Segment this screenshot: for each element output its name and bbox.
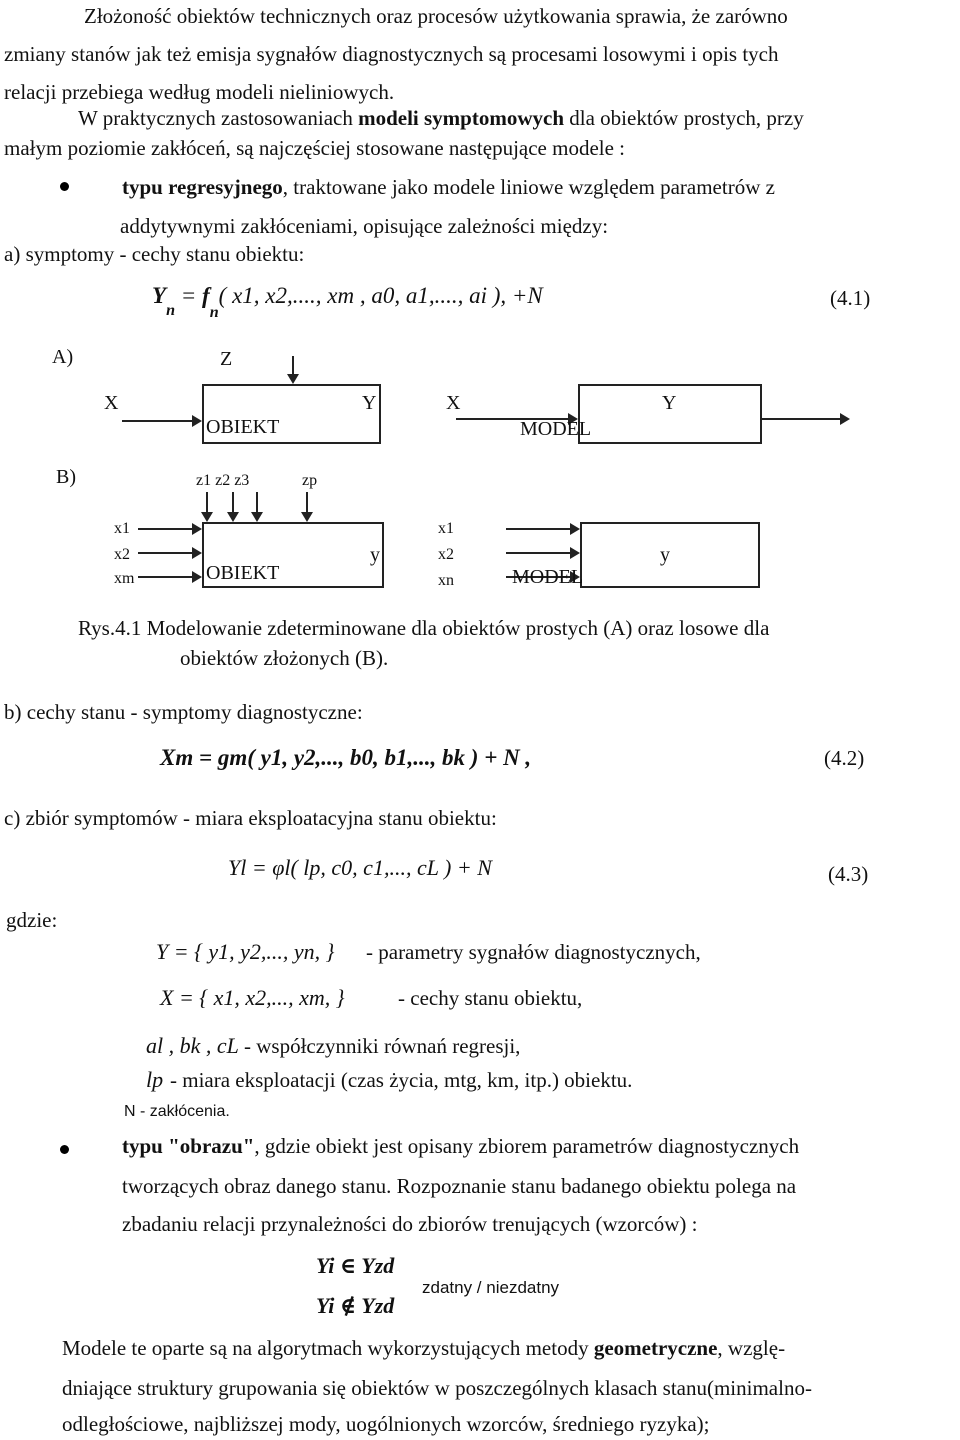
eq3-number: (4.3): [828, 862, 869, 886]
model-box-b: [580, 522, 760, 588]
bullet1-line-1: [122, 175, 775, 199]
object-label-a: OBIEKT: [206, 416, 280, 438]
intro-line-4-pre: W praktycznych zastosowaniach: [78, 106, 359, 130]
def-n-desc: N - zakłócenia.: [124, 1103, 230, 1120]
bullet2-line-3: zbadaniu relacji przynależności do zbiorów trenujących (wzorców) :: [122, 1212, 698, 1236]
intro-line-4: [78, 106, 804, 130]
membership-label: zdatny / niezdatny: [422, 1278, 560, 1297]
model-output-label-y-a: Y: [662, 392, 677, 414]
model-input-label-xn: xn: [438, 572, 454, 589]
intro-line-4-post: dla obiektów prostych, przy: [564, 106, 804, 130]
intro-line-5: małym poziomie zakłóceń, są najczęściej stosowane następujące modele :: [4, 136, 626, 160]
input-arrow-x2: [138, 552, 200, 554]
bullet-point: [60, 182, 69, 191]
intro-line-3: relacji przebiega według modeli nieliniowych.: [4, 80, 395, 104]
diagram-label-b: B): [56, 466, 76, 488]
def-lp-desc: - miara eksploatacji (czas życia, mtg, km, itp.) obiektu.: [170, 1068, 633, 1092]
input-label-xm: xm: [114, 570, 135, 587]
equation-4-1: [152, 283, 543, 321]
input-arrow-a: [122, 420, 200, 422]
model-label-b: MODEL: [512, 566, 584, 588]
bullet1-rest: , traktowane jako modele liniowe względem parametrów z: [282, 175, 775, 199]
membership-notin: Yi ∉ Yzd: [316, 1293, 395, 1318]
intro-line-2: zmiany stanów jak też emisja sygnałów diagnostycznych są procesami losowymi i opis tych: [4, 42, 779, 66]
eq1-number: (4.1): [830, 286, 871, 310]
object-box-b: [202, 522, 384, 588]
bullet1-bold: typu regresyjnego: [122, 175, 283, 199]
bullet-point-2: [60, 1145, 69, 1154]
diagram-label-a: A): [52, 346, 74, 368]
model-output-label-y-b: y: [660, 544, 670, 566]
bullet2-bold: typu "obrazu": [122, 1134, 255, 1158]
eq1-eq: =: [175, 283, 203, 308]
eq1-lhs-sub: n: [166, 301, 176, 319]
closing-line-1-post: , wzglę-: [717, 1336, 786, 1360]
eq1-lhs: Y: [152, 283, 167, 308]
model-input-arrow-x1: [506, 528, 578, 530]
disturbance-label-z: Z: [220, 348, 233, 370]
disturbance-arrow: [292, 356, 294, 382]
gdzie-label: gdzie:: [6, 908, 58, 932]
bullet1-line-2: addytywnymi zakłóceniami, opisujące zależności między:: [120, 214, 609, 238]
disturbance-inputs-label: z1 z2 z3: [196, 472, 250, 489]
input-label-x2: x2: [114, 546, 130, 563]
def-y-desc: - parametry sygnałów diagnostycznych,: [366, 940, 701, 964]
membership-in: Yi ∈ Yzd: [316, 1253, 395, 1278]
model-input-label-x1: x1: [438, 520, 454, 537]
intro-line-1: Złożoność obiektów technicznych oraz procesów użytkowania sprawia, że zarówno: [84, 4, 788, 28]
disturbance-arrow-z2: [232, 492, 234, 520]
output-label-y-b: y: [370, 544, 380, 566]
equation-4-2: Xm = gm( y1, y2,..., b0, b1,..., bk ) + N ,: [160, 745, 532, 770]
disturbance-arrow-z1: [206, 492, 208, 520]
input-label-x1: x1: [114, 520, 130, 537]
eq1-f-sub: n: [209, 303, 219, 321]
closing-line-3: odległościowe, najbliższej mody, uogólnionych wzorców, średniego ryzyka);: [62, 1412, 710, 1436]
item-c: c) zbiór symptomów - miara eksploatacyjna stanu obiektu:: [4, 806, 497, 830]
closing-line-1-pre: Modele te oparte są na algorytmach wykorzystujących metody: [62, 1336, 594, 1360]
def-x-desc: - cechy stanu obiektu,: [398, 986, 583, 1010]
input-arrow-xm: [138, 576, 200, 578]
model-output-arrow-a: [760, 418, 848, 420]
equation-4-3: Yl = φl( lp, c0, c1,..., cL ) + N: [228, 855, 492, 880]
def-y-set: Y = { y1, y2,..., yn, }: [156, 939, 335, 964]
disturbance-arrow-zp: [306, 492, 308, 520]
bullet2-line-1: [122, 1134, 799, 1158]
closing-line-2: dniające struktury grupowania się obiektów w poszczególnych klasach stanu(minimalno-: [62, 1376, 812, 1400]
eq1-f: f: [202, 283, 210, 308]
output-label-y-a: Y: [362, 392, 377, 414]
eq2-number: (4.2): [824, 746, 865, 770]
object-box-a: [202, 384, 381, 444]
model-label-a: MODEL: [520, 418, 592, 440]
input-arrow-x1: [138, 528, 200, 530]
def-coef: al , bk , cL: [146, 1033, 239, 1058]
eq1-args: ( x1, x2,...., xm , a0, a1,...., ai ), +N: [218, 283, 543, 308]
def-coef-desc: - współczynniki równań regresji,: [244, 1034, 521, 1058]
def-lp: lp: [146, 1067, 164, 1092]
bullet2-rest: , gdzie obiekt jest opisany zbiorem parametrów diagnostycznych: [254, 1134, 800, 1158]
def-x-set: X = { x1, x2,..., xm, }: [160, 985, 345, 1010]
model-input-label-x2: x2: [438, 546, 454, 563]
disturbance-zp-label: zp: [302, 472, 318, 489]
closing-line-1-bold: geometryczne: [593, 1336, 718, 1360]
bullet2-line-2: tworzących obraz danego stanu. Rozpoznanie stanu badanego obiektu polega na: [122, 1174, 797, 1198]
closing-line-1: [62, 1336, 785, 1360]
input-label-x-a: X: [104, 392, 119, 414]
object-label-b: OBIEKT: [206, 562, 280, 584]
item-a: a) symptomy - cechy stanu obiektu:: [4, 242, 305, 266]
model-input-label-x-a: X: [446, 392, 461, 414]
caption-line-1: Rys.4.1 Modelowanie zdeterminowane dla obiektów prostych (A) oraz losowe dla: [78, 616, 770, 640]
intro-line-4-bold: modeli symptomowych: [358, 106, 565, 130]
model-input-arrow-x2: [506, 552, 578, 554]
item-b: b) cechy stanu - symptomy diagnostyczne:: [4, 700, 363, 724]
caption-line-2: obiektów złożonych (B).: [180, 646, 389, 670]
disturbance-arrow-z3: [256, 492, 258, 520]
